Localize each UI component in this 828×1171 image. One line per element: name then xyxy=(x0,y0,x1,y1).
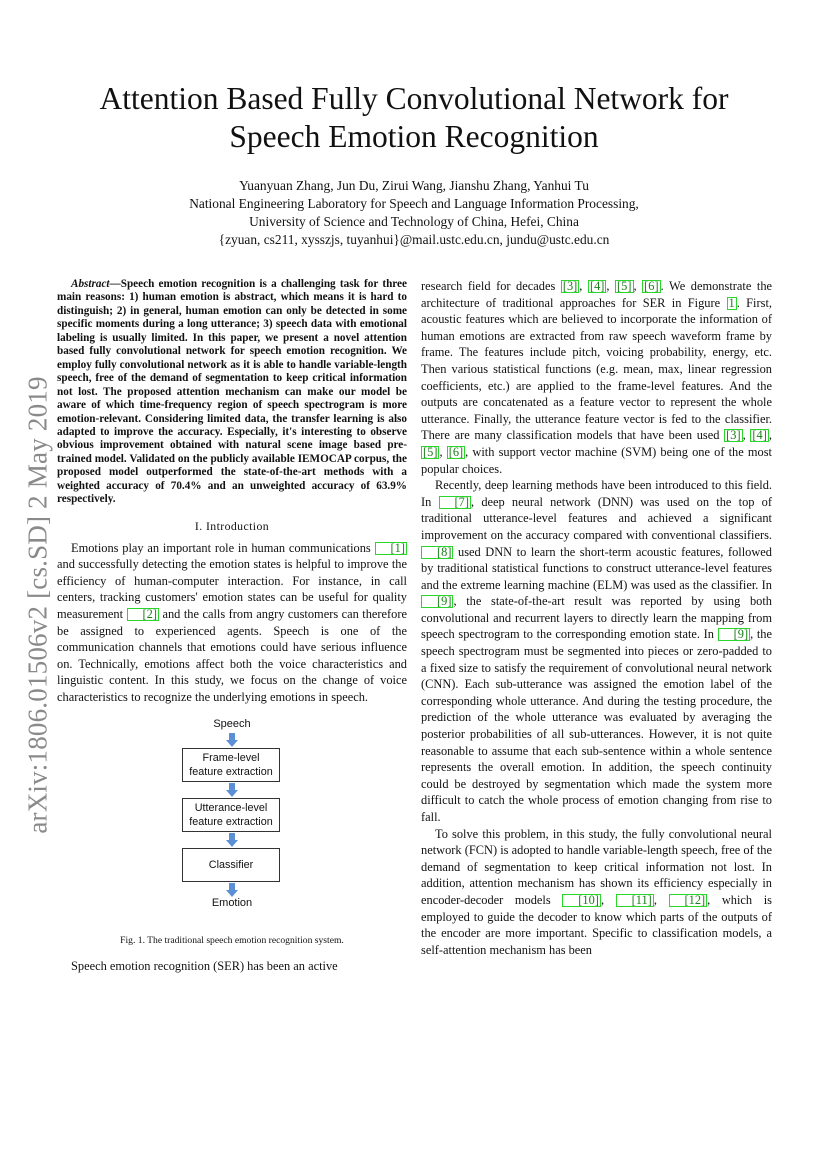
text-run: , which is employed to guide the decoder to know which parts of the outputs of the encoder are more important. Specific to classification models, a self-attention mechanism has been xyxy=(421,892,772,957)
figure-box-frame-level-line-2: feature extraction xyxy=(189,765,273,778)
citation-link[interactable]: [7] xyxy=(439,496,471,509)
intro-paragraph-1 xyxy=(57,540,407,706)
left-column xyxy=(57,278,407,974)
title-line-2: Speech Emotion Recognition xyxy=(229,119,599,154)
figure-box-frame-level xyxy=(182,748,280,782)
citation-link[interactable]: [2] xyxy=(127,608,159,621)
citation-link[interactable]: [5] xyxy=(617,279,632,293)
text-run: , the state-of-the-art result was reported by using both convolutional and recurrent layers to directly learn the mapping from speech spectrogram to the corresponding emotion state. In xyxy=(421,594,772,642)
figure-box-utterance-level xyxy=(182,798,280,832)
text-run: To solve this problem, in this study, the fully convolutional neural network (FCN) is adopted to handle variable-length speech, free of the demand of segmentation to keep critical information not lost. In addition, attention mechanism has shown its efficiency especially in encoder-decoder models xyxy=(421,826,772,907)
right-paragraph-1 xyxy=(421,278,772,477)
figure-box-utterance-level-line-2: feature extraction xyxy=(189,815,273,828)
citation-link[interactable]: [11] xyxy=(616,894,654,907)
text-run: used DNN to learn the short-term acoustic features, followed by traditional statistical functions to construct utterance-level features and the extreme learning machine (ELM) was used as the classifier. In xyxy=(421,544,772,592)
citation-link[interactable]: [6] xyxy=(644,279,659,293)
arxiv-identifier-text: arXiv:1806.01506v2 [cs.SD] 2 May 2019 xyxy=(22,376,53,834)
citation-link[interactable]: [5] xyxy=(423,444,438,459)
text-run: . First, acoustic features which are believed to incorporate the information of human emotions are extracted from raw speech waveform frame by frame. The features include pitch, voicing probability, energy, etc. Then various statistical functions (e.g. mean, max, linear regression coefficients, etc.) are applied to the frame-level features. And the outputs are concatenated as a feature vector to represent the whole utterance. Finally, the utterance feature vector is fed to the classifier. There are many classification models that have been used xyxy=(421,295,772,443)
affiliation-line-1: National Engineering Laboratory for Speech and Language Information Processing, xyxy=(189,196,639,211)
abstract-label: Abstract xyxy=(71,278,110,290)
text-run: , xyxy=(742,428,751,443)
abstract xyxy=(57,278,407,507)
author-emails: {zyuan, cs211, xysszjs, tuyanhui}@mail.ustc.edu.cn, jundu@ustc.edu.cn xyxy=(218,232,610,247)
citation-link[interactable]: 1 xyxy=(728,295,735,310)
arrow-down-icon xyxy=(226,733,238,747)
right-paragraph-3 xyxy=(421,826,772,959)
citation-link[interactable]: [1] xyxy=(375,542,407,555)
intro-paragraph-2-start: Speech emotion recognition (SER) has been an active xyxy=(71,958,338,973)
figure-label-speech: Speech xyxy=(213,717,251,730)
text-run: , xyxy=(768,428,772,443)
text-run: Emotions play an important role in human communications xyxy=(71,540,375,555)
arrow-down-icon xyxy=(226,883,238,897)
text-run: and successfully detecting the emotion states is helpful to improve the efficiency of human-computer interaction. For instance, in call centers, tracking customers' emotion states can be useful for quality measurement xyxy=(57,557,407,622)
arxiv-identifier xyxy=(18,365,58,845)
figure-box-classifier-label: Classifier xyxy=(208,858,254,871)
citation-link[interactable]: [6] xyxy=(448,444,464,459)
author-block xyxy=(60,177,768,249)
text-run: , the speech spectrogram must be segmented into pieces or zero-padded to a fixed size to satisfy the requirement of convolutional neural network (CNN). Each sub-utterance was assigned the emotion label of the corresponding whole utterance. And during the testing procedure, the prediction of the whole utterance was evaluated by averaging the posterior probabilities of all sub-utterances. However, it is not quite reasonable to assume that each sub-sentence within a whole sentence represents the overall emotion. In addition, the speech continuity could be destroyed by segmentation which made the system more difficult to catch the whole process of emotion changing from rise to fall. xyxy=(421,627,772,824)
figure-label-emotion: Emotion xyxy=(211,896,253,909)
figure-box-utterance-level-line-1: Utterance-level xyxy=(194,801,268,814)
text-run: , xyxy=(653,892,669,907)
text-run: , xyxy=(579,279,588,293)
section-heading-introduction: I. Introduction xyxy=(194,518,270,533)
citation-link[interactable]: [3] xyxy=(726,428,741,443)
citation-link[interactable]: [12] xyxy=(669,894,708,907)
figure-box-classifier xyxy=(182,848,280,882)
text-run: , deep neural network (DNN) was used on the top of traditional utterance-level features and achieved a significant improvement on the accuracy compared with conventional classifiers. xyxy=(421,494,772,542)
citation-link[interactable]: [4] xyxy=(589,279,605,293)
affiliation-line-2: University of Science and Technology of China, Hefei, China xyxy=(249,214,579,229)
arrow-down-icon xyxy=(226,833,238,847)
title-line-1: Attention Based Fully Convolutional Network for xyxy=(99,81,729,116)
text-run: and the calls from angry customers can therefore be assigned to experienced agents. Speech is one of the communication channels that emotions could have serious influence on. Technically, emotions affect both the voice characteristics and linguistic content. In this study, we focus on the change of voice characteristics to recognize the underlying emotions in speech. xyxy=(57,607,407,705)
text-run: , xyxy=(606,279,616,293)
text-run: research field for decades xyxy=(421,279,561,293)
abstract-text: —Speech emotion recognition is a challenging task for three main reasons: 1) human emotion is abstract, which means it is hard to distinguish; 2) in general, human emotion can only be detected in some specific moments during a long utterance; 3) speech data with emotional labeling is usually limited. In this paper, we present a novel attention based fully convolutional network for speech emotion recognition. We employ fully convolutional network as it is able to handle variable-length speech, free of the demand of segmentation to keep critical information not lost. The proposed attention mechanism can make our model be aware of which time-frequency region of speech spectrogram is more emotion-relevant. Considering limited data, the transfer learning is also adapted to improve the accuracy. Especially, it's interesting to observe obvious improvement obtained with natural scene image based pre-trained model. Validated on the publicly available IEMOCAP corpus, the proposed model outperformed the state-of-the-art methods with a weighted accuracy of 70.4% and an unweighted accuracy of 63.9% respectively. xyxy=(57,278,407,506)
paper-title xyxy=(60,80,768,156)
text-run: , xyxy=(600,892,616,907)
right-paragraph-2 xyxy=(421,477,772,825)
figure-1 xyxy=(57,716,407,931)
arrow-down-icon xyxy=(226,783,238,797)
citation-link[interactable]: [3] xyxy=(562,279,578,293)
citation-link[interactable]: [9] xyxy=(421,595,453,608)
citation-link[interactable]: [10] xyxy=(562,894,601,907)
text-run: , with support vector machine (SVM) being one of the most popular choices. xyxy=(421,444,772,476)
citation-link[interactable]: [4] xyxy=(752,428,767,443)
text-run: , xyxy=(633,279,643,293)
right-column xyxy=(421,278,772,958)
figure-box-frame-level-line-1: Frame-level xyxy=(202,751,260,764)
text-run: . We demonstrate the architecture of traditional approaches for SER in Figure xyxy=(421,279,773,310)
figure-1-caption: Fig. 1. The traditional speech emotion recognition system. xyxy=(120,934,344,946)
text-run: Recently, deep learning methods have been introduced to this field. In xyxy=(421,478,772,509)
author-names: Yuanyuan Zhang, Jun Du, Zirui Wang, Jianshu Zhang, Yanhui Tu xyxy=(239,178,589,193)
text-run: , xyxy=(439,444,447,459)
citation-link[interactable]: [8] xyxy=(421,546,453,559)
citation-link[interactable]: [9] xyxy=(718,628,750,641)
